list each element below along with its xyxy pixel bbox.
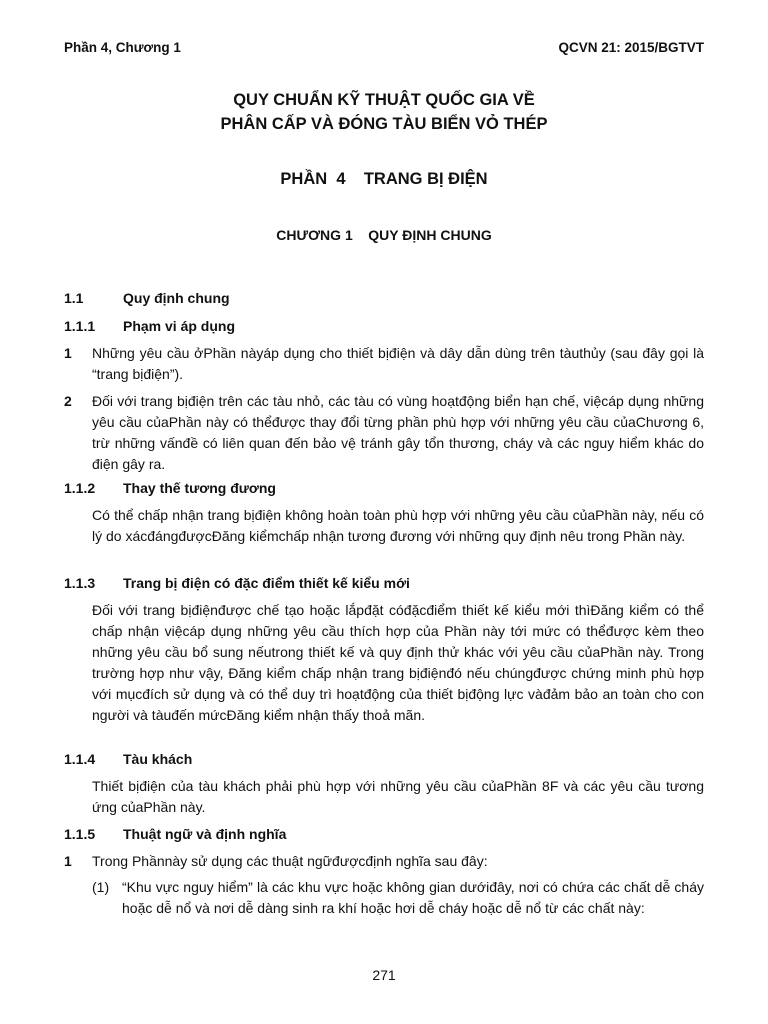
section-number: 1.1.5 bbox=[64, 826, 96, 842]
paragraph-text: Trong Phầnnày sử dụng các thuật ngữđượcđịnh nghĩa sau đây: bbox=[92, 853, 488, 869]
paragraph-number: 2 bbox=[64, 393, 72, 409]
section-title: Tàu khách bbox=[123, 751, 193, 767]
part-heading: PHẦN 4 TRANG BỊ ĐIỆN bbox=[280, 170, 488, 188]
paragraph-text: Đối với trang bịđiện trên các tàu nhỏ, các tàu có vùng hoạtđộng biển hạn chế, việcáp dụng những yêu cầu củaPhần này có thểđược thay đổi từng phần phù hợp với những yêu cầu củaChương 6, trừ những vấnđề có liên quan đến bảo vệ tránh gây tổn thương, cháy và các nguy hiểm khác do điện gây ra. bbox=[92, 393, 704, 472]
section-title: Thuật ngữ và định nghĩa bbox=[123, 826, 287, 842]
section-1-1-1-heading bbox=[64, 318, 235, 334]
section-number: 1.1.2 bbox=[64, 480, 96, 496]
list-item-number: (1) bbox=[92, 879, 110, 895]
document-title bbox=[0, 88, 768, 136]
section-title: Phạm vi áp dụng bbox=[123, 318, 236, 334]
page-number: 271 bbox=[372, 967, 396, 983]
section-1-1-2-heading bbox=[64, 480, 276, 496]
section-1-1-4-heading bbox=[64, 751, 192, 767]
paragraph-text: Thiết bịđiện của tàu khách phải phù hợp với những yêu cầu củaPhần 8F và các yêu cầu tương ứng củaPhần này. bbox=[92, 778, 704, 815]
running-header-right: QCVN 21: 2015/BGTVT bbox=[558, 40, 704, 55]
paragraph-number: 1 bbox=[64, 853, 72, 869]
section-number: 1.1.3 bbox=[64, 575, 96, 591]
title-line-1: QUY CHUẨN KỸ THUẬT QUỐC GIA VỀ bbox=[233, 91, 535, 109]
paragraph-text: Đối với trang bịđiệnđược chế tạo hoặc lắpđặt cóđặcđiểm thiết kế kiểu mới thìĐăng kiểm có thể chấp nhận việcáp dụng những yêu cầu thích hợp của Phần này tới mức có thểđược kèm theo những yêu cầu bổ sung nếutrong thiết kế và quy định thử khác với yêu cầu củaPhần này. Trong trường hợp như vậy, Đăng kiểm chấp nhận trang bịđiệnđó nếu chúngđược chứng minh phù hợp với mụcđích sử dụng và có thể duy trì hoạtđộng của thiết bịđộng lực vàđảm bảo an toàn cho con người và tàuđến mứcĐăng kiểm nhận thấy thoả mãn. bbox=[92, 602, 704, 723]
section-1-1-3-heading bbox=[64, 575, 410, 591]
chapter-heading: CHƯƠNG 1 QUY ĐỊNH CHUNG bbox=[276, 227, 492, 243]
section-title: Trang bị điện có đặc điểm thiết kế kiểu mới bbox=[123, 575, 410, 591]
section-1-1-5-heading bbox=[64, 826, 286, 842]
list-item-text: “Khu vực nguy hiểm” là các khu vực hoặc không gian dướiđây, nơi có chứa các chất dễ cháy hoặc dễ nổ và nơi dễ dàng sinh ra khí hoặc hơi dễ cháy hoặc dễ nổ từ các chất này: bbox=[122, 879, 704, 916]
paragraph-text: Những yêu cầu ởPhần nàyáp dụng cho thiết bịđiện và dây dẫn dùng trên tàuthủy (sau đây gọi là “trang bịđiện”). bbox=[92, 345, 704, 382]
title-line-2: PHÂN CẤP VÀ ĐÓNG TÀU BIỂN VỎ THÉP bbox=[220, 115, 548, 133]
paragraph-number: 1 bbox=[64, 345, 72, 361]
section-1-1-heading bbox=[64, 290, 230, 306]
section-number: 1.1 bbox=[64, 290, 84, 306]
section-number: 1.1.4 bbox=[64, 751, 96, 767]
section-title: Thay thế tương đương bbox=[123, 480, 276, 496]
section-title: Quy định chung bbox=[123, 290, 230, 306]
paragraph-text: Có thể chấp nhận trang bịđiện không hoàn toàn phù hợp với những yêu cầu củaPhần này, nếu có lý do xácđángđượcĐăng kiểmchấp nhận tương đương với những quy định nêu trong Phần này. bbox=[92, 507, 704, 544]
section-number: 1.1.1 bbox=[64, 318, 96, 334]
running-header-left: Phần 4, Chương 1 bbox=[64, 40, 181, 55]
